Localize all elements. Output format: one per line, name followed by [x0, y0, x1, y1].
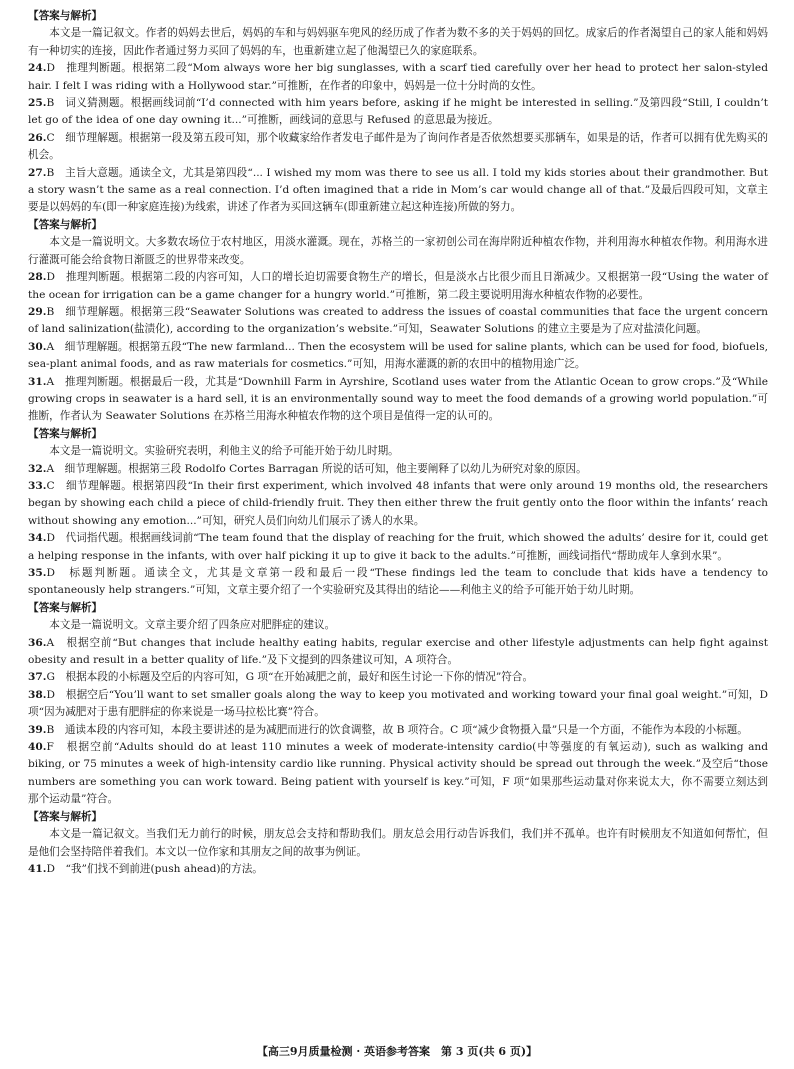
question-number: 41.: [28, 862, 47, 875]
section-summary: 本文是一篇记叙文。作者的妈妈去世后，妈妈的车和与妈妈驱车兜风的经历成了作者为数不多的关于妈妈的回忆。成家后的作者渴望自己的家人能和妈妈有一种切实的连接，因此作者通过努力买回了妈妈的车，也重新建立起了他渴望已久的家庭联系。: [28, 27, 768, 57]
section-heading: 【答案与解析】: [28, 10, 103, 22]
answer-item-27: [28, 165, 768, 217]
question-number: 39.: [28, 723, 47, 736]
answer-explanation: G 根据本段的小标题及空后的内容可知，G 项“在开始减肥之前，最好和医生讨论一下你的情况”符合。: [46, 671, 534, 684]
answer-item-32: [28, 461, 768, 478]
answer-explanation: A 细节理解题。根据第五段“The new farmland... Then the ecosystem will be used for saline plants, which can be used for food, biofuels, sea-plant animal foods, and as raw materials for cosmetics.”可知，用海水灌溉的新的农田中的植物用途广泛。: [28, 340, 768, 371]
answer-item-40: [28, 739, 768, 809]
question-number: 36.: [28, 636, 47, 649]
answer-explanation: A 细节理解题。根据第三段 Rodolfo Cortes Barragan 所说的话可知，他主要阐释了以幼儿为研究对象的原因。: [46, 462, 587, 475]
page-footer: 【高三9月质量检测 · 英语参考答案 第 3 页(共 6 页)】: [256, 1045, 538, 1058]
question-number: 38.: [28, 688, 47, 701]
answer-explanation: D “我”们找不到前进(push ahead)的方法。: [46, 862, 263, 875]
answer-explanation: B 细节理解题。根据第三段“Seawater Solutions was created to address the issues of coastal communities that face the urgent concern of land salinization(盐渍化), according to the organization’s website.”可知，Seawater Solutions 的建立主要是为了应对盐渍化问题。: [28, 305, 768, 336]
answer-item-24: [28, 60, 768, 95]
section-3: [28, 426, 768, 600]
section-5: [28, 809, 768, 879]
answer-item-33: [28, 478, 768, 530]
question-number: 35.: [28, 567, 47, 579]
answer-item-36: [28, 635, 768, 670]
question-number: 29.: [28, 305, 47, 318]
answer-item-29: [28, 304, 768, 339]
section-summary: 本文是一篇说明文。大多数农场位于农村地区，用淡水灌溉。现在，苏格兰的一家初创公司在海岸附近种植农作物，并利用海水种植农作物。利用海水进行灌溉可能会给食物日渐匮乏的世界带来改变。: [28, 236, 768, 266]
answer-item-41: [28, 861, 768, 878]
answer-explanation: B 通读本段的内容可知，本段主要讲述的是为减肥而进行的饮食调整，故 B 项符合。C 项“减少食物摄入量”只是一个方面，不能作为本段的小标题。: [46, 723, 748, 736]
answer-explanation: C 细节理解题。根据第一段及第五段可知，那个收藏家给作者发电子邮件是为了询问作者是否依然想要买那辆车，如果是的话，作者可以拥有优先购买的机会。: [28, 131, 768, 162]
question-number: 30.: [28, 340, 47, 353]
answer-item-26: [28, 130, 768, 165]
answer-explanation: D 根据空后“You’ll want to set smaller goals along the way to keep you motivated and working toward your final goal weight.”可知，D 项“因为减肥对于患有肥胖症的你来说是一场马拉松比赛”符合。: [28, 688, 768, 719]
question-number: 26.: [28, 131, 47, 144]
section-summary: 本文是一篇说明文。文章主要介绍了四条应对肥胖症的建议。: [49, 619, 336, 632]
question-number: 31.: [28, 375, 47, 388]
answer-item-28: [28, 269, 768, 304]
answer-explanation: D 推理判断题。根据第二段的内容可知，人口的增长迫切需要食物生产的增长，但是淡水占比很少而且日渐减少。又根据第一段“Using the water of the ocean for irrigation can be a game changer for a hungry world.”可推断，第二段主要说明用海水种植农作物的必要性。: [28, 271, 768, 301]
section-summary: 本文是一篇记叙文。当我们无力前行的时候，朋友总会支持和帮助我们。朋友总会用行动告诉我们，我们并不孤单。也许有时候朋友不知道如何帮忙，但是他们会坚持陪伴着我们。本文以一位作家和其朋友之间的故事为例证。: [28, 828, 768, 858]
question-number: 24.: [28, 62, 47, 75]
answer-item-37: [28, 669, 768, 686]
answer-item-25: [28, 95, 768, 130]
section-heading: 【答案与解析】: [28, 810, 103, 823]
question-number: 34.: [28, 532, 47, 545]
question-number: 27.: [28, 166, 47, 179]
answer-explanation: D 标题判断题。通读全文，尤其是文章第一段和最后一段“These findings led the team to conclude that kids have a tendency to spontaneously help strangers.”可知，文章主要介绍了一个实验研究及其得出的结论——利他主义的给予可能开始于幼儿时期。: [28, 567, 768, 597]
question-number: 40.: [28, 741, 47, 754]
question-number: 25.: [28, 97, 47, 110]
section-heading: 【答案与解析】: [28, 427, 103, 440]
answer-explanation: B 词义猜测题。根据画线词前“I’d connected with him years before, asking if he might be interested in selling.”及第四段“Still, I couldn’t let go of the idea of one day owning it...”可推断，画线词的意思与 Refused 的意思最为接近。: [28, 97, 768, 127]
answer-explanation: B 主旨大意题。通读全文，尤其是第四段“... I wished my mom was there to see us all. I told my kids stories about their grandmother. But a story wasn’t the same as a real connection. I’d often imagined that a ride in Mom’s car would change all of that.”及最后四段可知，文章主要是以妈妈的车(即一种家庭连接)为线索，讲述了作者为买回这辆车(即重新建立起这种连接)所做的努力。: [28, 166, 768, 214]
answer-explanation: A 推理判断题。根据最后一段，尤其是“Downhill Farm in Ayrshire, Scotland uses water from the Atlantic Ocean to grow crops.”及“While growing crops in seawater is a hard sell, it is an environmentally sound way to meet the food demands of a growing world population.”可推断，作者认为 Seawater Solutions 在苏格兰用海水种植农作物的这个项目是值得一定的认可的。: [28, 375, 768, 423]
answer-item-30: [28, 339, 768, 374]
section-2: [28, 217, 768, 426]
section-heading: 【答案与解析】: [28, 218, 103, 231]
answer-item-31: [28, 374, 768, 426]
answer-item-39: [28, 722, 768, 739]
answer-explanation: D 推理判断题。根据第二段“Mom always wore her big sunglasses, with a scarf tied carefully over her head to protect her salon-styled hair. I felt I was riding with a Hollywood star.”可推断，在作者的印象中，妈妈是一位十分时尚的女性。: [28, 62, 768, 92]
section-heading: 【答案与解析】: [28, 601, 103, 614]
answer-item-35: [28, 565, 768, 600]
answer-explanation: D 代词指代题。根据画线词前“The team found that the display of reaching for the fruit, which showed the adults’ desire for it, could get a helping response in the infants, with over half picking it up to give it back to the adults.”可推断，画线词指代“帮助成年人拿到水果”。: [28, 532, 768, 562]
question-number: 33.: [28, 479, 47, 492]
answer-explanation: A 根据空前“But changes that include healthy eating habits, regular exercise and other lifestyle adjustments can help fight against obesity and result in a better quality of life.”及下文提到的四条建议可知，A 项符合。: [28, 636, 768, 667]
answer-explanation: C 细节理解题。根据第四段“In their first experiment, which involved 48 infants that were only around 19 months old, the researchers began by showing each child a piece of child-friendly fruit. They then either threw the fruit gently onto the floor within the infants’ reach without showing any emotion...”可知，研究人员们向幼儿们展示了诱人的水果。: [28, 479, 768, 527]
question-number: 32.: [28, 462, 47, 475]
section-4: [28, 600, 768, 809]
section-1: [28, 8, 768, 217]
answer-item-34: [28, 530, 768, 565]
question-number: 37.: [28, 671, 47, 684]
answer-explanation: F 根据空前“Adults should do at least 110 minutes a week of moderate-intensity cardio(中等强度的有氧运动), such as walking and biking, or 75 minutes a week of high-intensity cardio like running. Physical activity should be spread out through the week.”及空后“those numbers are something you can work toward. Being patient with yourself is key.”可知，F 项“如果那些运动量对你来说太大，你不需要立刻达到那个运动量”符合。: [28, 741, 768, 806]
answer-item-38: [28, 687, 768, 722]
question-number: 28.: [28, 271, 47, 284]
section-summary: 本文是一篇说明文。实验研究表明，利他主义的给予可能开始于幼儿时期。: [49, 445, 399, 458]
